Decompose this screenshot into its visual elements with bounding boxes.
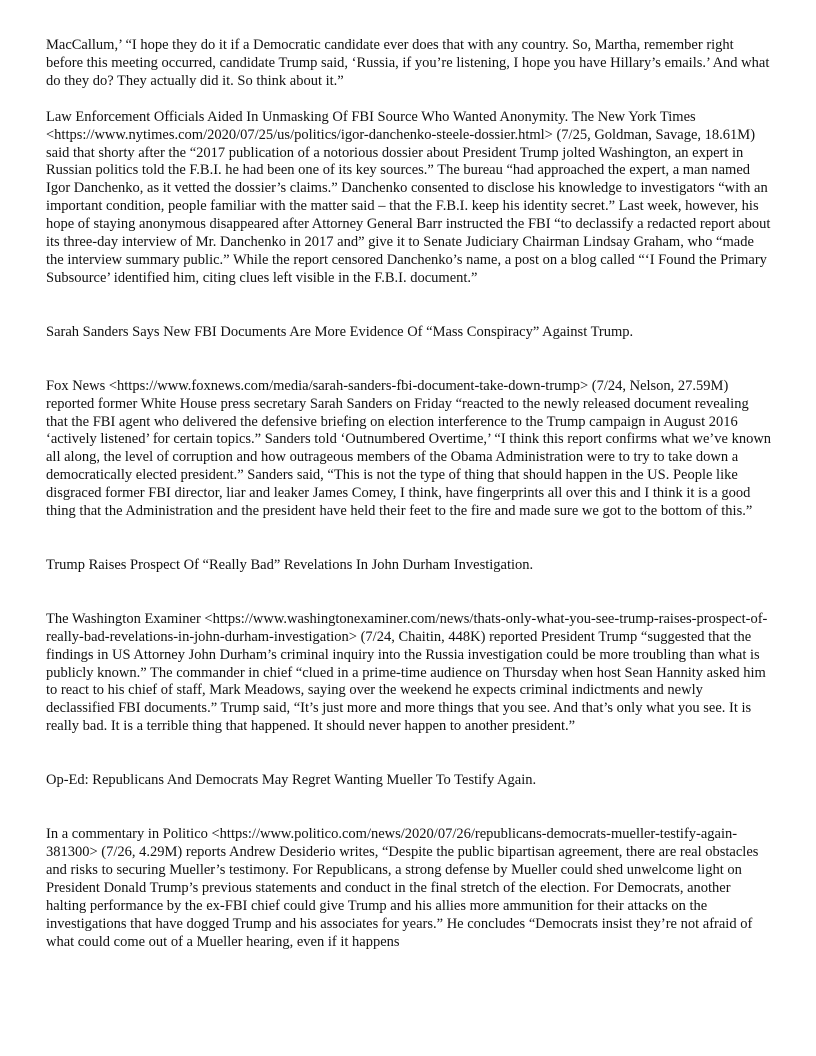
paragraph-washington-examiner: The Washington Examiner <https://www.washingtonexaminer.com/news/thats-only-what-you-see-trump-raises-prospect-of-really-bad-revelations-in-john-durham-investigation> (7/24, Chaitin, 448K) reported President Trump “suggested that the findings in US Attorney John Durham’s criminal inquiry into the Russia investigation could be more troubling than what is publicly known.” The commander in chief “clued in a prime-time audience on Thursday when host Sean Hannity asked him to react to his chief of staff, Mark Meadows, saying over the weekend he expects criminal indictments and newly declassified FBI documents.” Trump said, “It’s just more and more things that you see. And that’s only what you see. It is really bad. It is a terrible thing that happened. It should never happen to another president.” (46, 610, 768, 735)
document-page (46, 37, 774, 951)
paragraph-spacer (46, 342, 774, 378)
paragraph-spacer (46, 790, 774, 826)
heading-durham-investigation: Trump Raises Prospect Of “Really Bad” Revelations In John Durham Investigation. (46, 556, 534, 573)
paragraph-spacer (46, 736, 774, 772)
paragraph-spacer (46, 288, 774, 324)
heading-sanders-fbi-documents: Sarah Sanders Says New FBI Documents Are More Evidence Of “Mass Conspiracy” Against Trump. (46, 323, 634, 340)
paragraph-danchenko-unmasking: Law Enforcement Officials Aided In Unmasking Of FBI Source Who Wanted Anonymity. The New York Times <https://www.nytimes.com/2020/07/25/us/politics/igor-danchenko-steele-dossier.html> (7/25, Goldman, Savage, 18.61M) said that shorty after the “2017 publication of a notorious dossier about President Trump jolted Washington, an expert in Russian politics told the F.B.I. he had been one of its key sources.” The bureau “had approached the expert, a man named Igor Danchenko, as it vetted the dossier’s claims.” Danchenko consented to disclose his knowledge to investigators “with an important condition, people familiar with the matter said – that the F.B.I. keep his identity secret.” Last week, however, his hope of staying anonymous disappeared after Attorney General Barr instructed the FBI “to declassify a redacted report about its three-day interview of Mr. Danchenko in 2017 and” give it to Senate Judiciary Chairman Lindsay Graham, who “made the interview summary public.” While the report censored Danchenko’s name, a post on a blog called “‘I Found the Primary Subsource’ identified him, citing clues left visible in the F.B.I. document.” (46, 108, 771, 286)
heading-mueller-op-ed: Op-Ed: Republicans And Democrats May Regret Wanting Mueller To Testify Again. (46, 772, 537, 789)
paragraph-fox-news-sanders: Fox News <https://www.foxnews.com/media/sarah-sanders-fbi-document-take-down-trump> (7/24, Nelson, 27.59M) reported former White House press secretary Sarah Sanders on Friday “reacted to the newly released document revealing that the FBI agent who delivered the defensive briefing on election interference to the Trump campaign in August 2016 ‘actively listened’ for certain topics.” Sanders told ‘Outnumbered Overtime,’ “I think this report confirms what we’ve known all along, the level of corruption and how outrageous members of the Obama Administration were to try to take down a democratically elected president.” Sanders said, “This is not the type of thing that should happen in the US. People like disgraced former FBI director, liar and leaker James Comey, I think, have fingerprints all over this and I think it is a good thing that the Administration and the president have held their feet to the fire and made sure we got to the bottom of this.” (46, 377, 772, 520)
paragraph-spacer (46, 91, 774, 109)
paragraph-spacer (46, 575, 774, 611)
paragraph-politico-commentary: In a commentary in Politico <https://www.politico.com/news/2020/07/26/republicans-democrats-mueller-testify-again-381300> (7/26, 4.29M) reports Andrew Desiderio writes, “Despite the public bipartisan agreement, there are real obstacles and risks to securing Mueller’s testimony. For Republicans, a strong defense by Mueller could shed unwelcome light on President Donald Trump’s previous statements and conduct in the final stretch of the election. For Democrats, another halting performance by the ex-FBI chief could give Trump and his allies more ammunition for their attacks on the investigations that have dogged Trump and his associates for years.” He concludes “Democrats insist they’re not afraid of what could come out of a Mueller hearing, even if it happens (46, 826, 759, 950)
paragraph-spacer (46, 521, 774, 557)
paragraph-maccallum-quote: MacCallum,’ “I hope they do it if a Democratic candidate ever does that with any country. So, Martha, remember right before this meeting occurred, candidate Trump said, ‘Russia, if you’re listening, I hope you have Hillary’s emails.’ And what do they do? They actually did it. So think about it.” (46, 37, 770, 89)
